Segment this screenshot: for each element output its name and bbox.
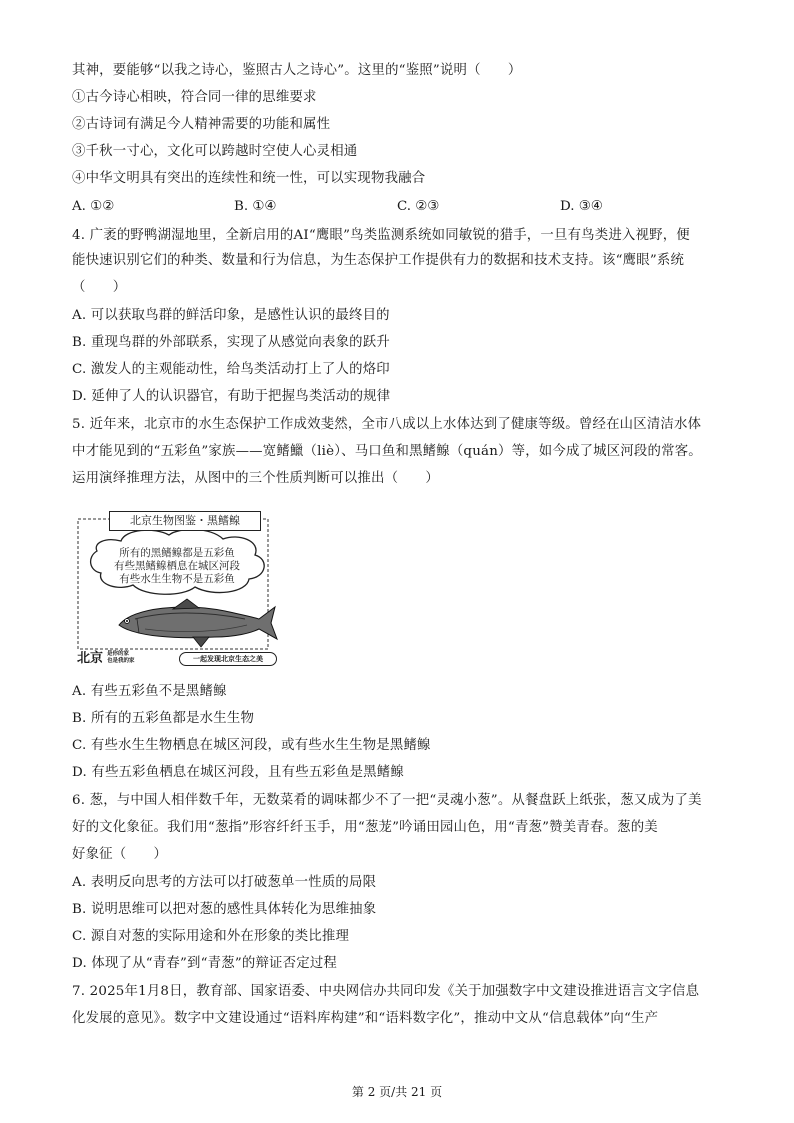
q3-options [72, 199, 732, 215]
q6-stem-line-1: 6. 葱，与中国人相伴数千年，无数菜肴的调味都少不了一把“灵魂小葱”。从餐盘跃上纸张，葱又成为了美 [72, 793, 702, 808]
q6-stem-line-2: 好的文化象征。我们用“葱指”形容纤纤玉手，用“葱茏”吟诵田园山色，用“青葱”赞美青春。葱的美 [72, 820, 658, 835]
q6-option-d: D. 体现了从“青春”到“青葱”的辩证否定过程 [72, 956, 338, 971]
q6-option-a: A. 表明反向思考的方法可以打破葱单一性质的局限 [72, 875, 377, 890]
figure-title: 北京生物图鉴・黑鳍鳈 [109, 511, 261, 531]
q3-item-4: ④中华文明具有突出的连续性和统一性，可以实现物我融合 [72, 171, 426, 186]
q4-option-c: C. 激发人的主观能动性，给鸟类活动打上了人的烙印 [72, 362, 390, 377]
q3-option-d: D. ③④ [560, 199, 603, 214]
figure-statement-1: 所有的黑鳍鳈都是五彩鱼 [119, 547, 235, 559]
q3-item-2: ②古诗词有满足今人精神需要的功能和属性 [72, 117, 331, 132]
q6-option-b: B. 说明思维可以把对葱的感性具体转化为思维抽象 [72, 902, 377, 917]
q7-stem-line-2: 化发展的意见》。数字中文建设通过“语料库构建”和“语料数字化”，推动中文从“信息载体”向“生产 [72, 1011, 659, 1026]
q5-option-a: A. 有些五彩鱼不是黑鳍鳈 [72, 684, 227, 699]
q5-figure [75, 507, 279, 667]
q4-stem-line-2: 能快速识别它们的种类、数量和行为信息，为生态保护工作提供有力的数据和技术支持。该“鹰眼”系统 [72, 253, 685, 268]
q5-stem-line-1: 5. 近年来，北京市的水生态保护工作成效斐然，全市八成以上水体达到了健康等级。曾经在山区清洁水体 [72, 417, 702, 432]
q4-stem-line-3: （ ） [72, 280, 127, 295]
q3-stem: 其神，要能够“以我之诗心，鉴照古人之诗心”。这里的“鉴照”说明（ ） [72, 63, 522, 78]
figure-brand-sub [107, 651, 137, 665]
q3-item-3: ③千秋一寸心，文化可以跨越时空使人心灵相通 [72, 144, 358, 159]
figure-brand-sub-1: 是你的家 [107, 651, 130, 657]
q5-option-d: D. 有些五彩鱼栖息在城区河段，且有些五彩鱼是黑鳍鳈 [72, 765, 404, 780]
figure-slogan: 一起发现北京生态之美 [179, 652, 277, 666]
q5-stem-line-2: 中才能见到的“五彩鱼”家族——宽鳍鱲（liè）、马口鱼和黑鳍鳈（quán）等，如今成了城区河段的常客。 [72, 444, 702, 459]
page-footer: 第 2 页/共 21 页 [351, 1085, 443, 1099]
q5-stem-line-3: 运用演绎推理方法，从图中的三个性质判断可以推出（ ） [72, 471, 439, 486]
q6-option-c: C. 源自对葱的实际用途和外在形象的类比推理 [72, 929, 350, 944]
q4-stem-line-1: 4. 广袤的野鸭湖湿地里，全新启用的AI“鹰眼”鸟类监测系统如同敏锐的猎手，一旦有鸟类进入视野，便 [72, 228, 690, 243]
figure-brand: 北京 [77, 651, 104, 666]
q7-stem-line-1: 7. 2025年1月8日，教育部、国家语委、中央网信办共同印发《关于加强数字中文建设推进语言文字信息 [72, 984, 700, 999]
figure-statement-2: 有些黑鳍鳈栖息在城区河段 [114, 560, 240, 572]
q3-option-b: B. ①④ [234, 199, 277, 214]
q6-stem-line-3: 好象征（ ） [72, 847, 168, 862]
q3-option-c: C. ②③ [397, 199, 440, 214]
q3-item-1: ①古今诗心相映，符合同一律的思维要求 [72, 90, 317, 105]
figure-statement-3: 有些水生生物不是五彩鱼 [119, 573, 235, 585]
q5-option-c: C. 有些水生生物栖息在城区河段，或有些水生生物是黑鳍鳈 [72, 738, 431, 753]
q5-option-b: B. 所有的五彩鱼都是水生生物 [72, 711, 255, 726]
fish-illustration [119, 599, 277, 647]
figure-brand-sub-2: 也是我的家 [107, 658, 135, 664]
q4-option-b: B. 重现鸟群的外部联系，实现了从感觉向表象的跃升 [72, 335, 390, 350]
q4-option-a: A. 可以获取鸟群的鲜活印象，是感性认识的最终目的 [72, 308, 390, 323]
q4-option-d: D. 延伸了人的认识器官，有助于把握鸟类活动的规律 [72, 389, 391, 404]
q3-option-a: A. ①② [72, 199, 115, 214]
figure-illustration [75, 507, 279, 667]
